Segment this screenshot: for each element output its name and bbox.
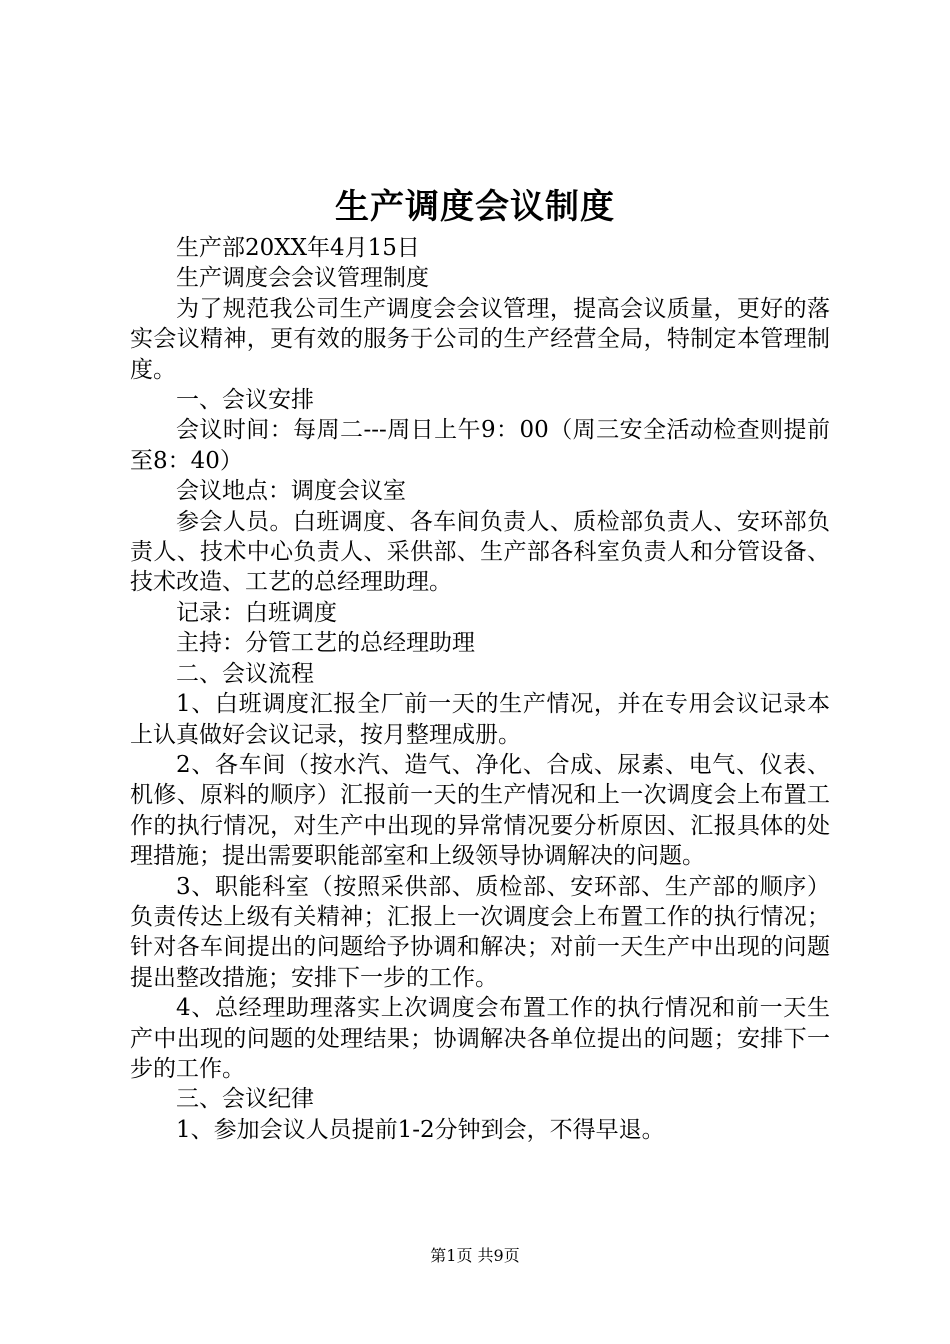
- process-item-2: 2、各车间（按水汽、造气、净化、合成、尿素、电气、仪表、机修、原料的顺序）汇报前一天的生产情况和上一次调度会上布置工作的执行情况，对生产中出现的异常情况要分析原因、汇报具体的处理措施；提出需要职能部室和上级领导协调解决的问题。: [130, 751, 830, 870]
- intro-paragraph: 为了规范我公司生产调度会会议管理，提高会议质量，更好的落实会议精神，更有效的服务于公司的生产经营全局，特制定本管理制度。: [130, 295, 830, 383]
- meeting-time: 会议时间：每周二---周日上午9：00（周三安全活动检查则提前至8：40）: [130, 417, 830, 474]
- section-heading-3: 三、会议纪律: [176, 1086, 314, 1113]
- date-line: 生产部20XX年4月15日: [176, 235, 420, 261]
- process-item-3: 3、职能科室（按照采供部、质检部、安环部、生产部的顺序）负责传达上级有关精神；汇报上一次调度会上布置工作的执行情况；针对各车间提出的问题给予协调和解决；对前一天生产中出现的问题提出整改措施；安排下一步的工作。: [130, 873, 830, 991]
- recorder: 记录：白班调度: [176, 599, 337, 626]
- process-item-1: 1、白班调度汇报全厂前一天的生产情况，并在专用会议记录本上认真做好会议记录，按月整理成册。: [130, 691, 830, 748]
- document-body: [130, 233, 830, 1145]
- section-heading-2: 二、会议流程: [176, 660, 314, 687]
- attendees: 参会人员。白班调度、各车间负责人、质检部负责人、安环部负责人、技术中心负责人、采供部、生产部各科室负责人和分管设备、技术改造、工艺的总经理助理。: [130, 508, 830, 596]
- process-item-4: 4、总经理助理落实上次调度会布置工作的执行情况和前一天生产中出现的问题的处理结果；协调解决各单位提出的问题；安排下一步的工作。: [130, 995, 830, 1082]
- document-title: 生产调度会议制度: [335, 187, 615, 227]
- subtitle-line: 生产调度会会议管理制度: [176, 265, 429, 292]
- page-number-footer: 第1页 共9页: [430, 1246, 520, 1265]
- host: 主持：分管工艺的总经理助理: [176, 630, 475, 657]
- section-heading-1: 一、会议安排: [176, 387, 314, 414]
- discipline-item-1: 1、参加会议人员提前1-2分钟到会，不得早退。: [176, 1116, 665, 1143]
- meeting-location: 会议地点：调度会议室: [176, 478, 406, 505]
